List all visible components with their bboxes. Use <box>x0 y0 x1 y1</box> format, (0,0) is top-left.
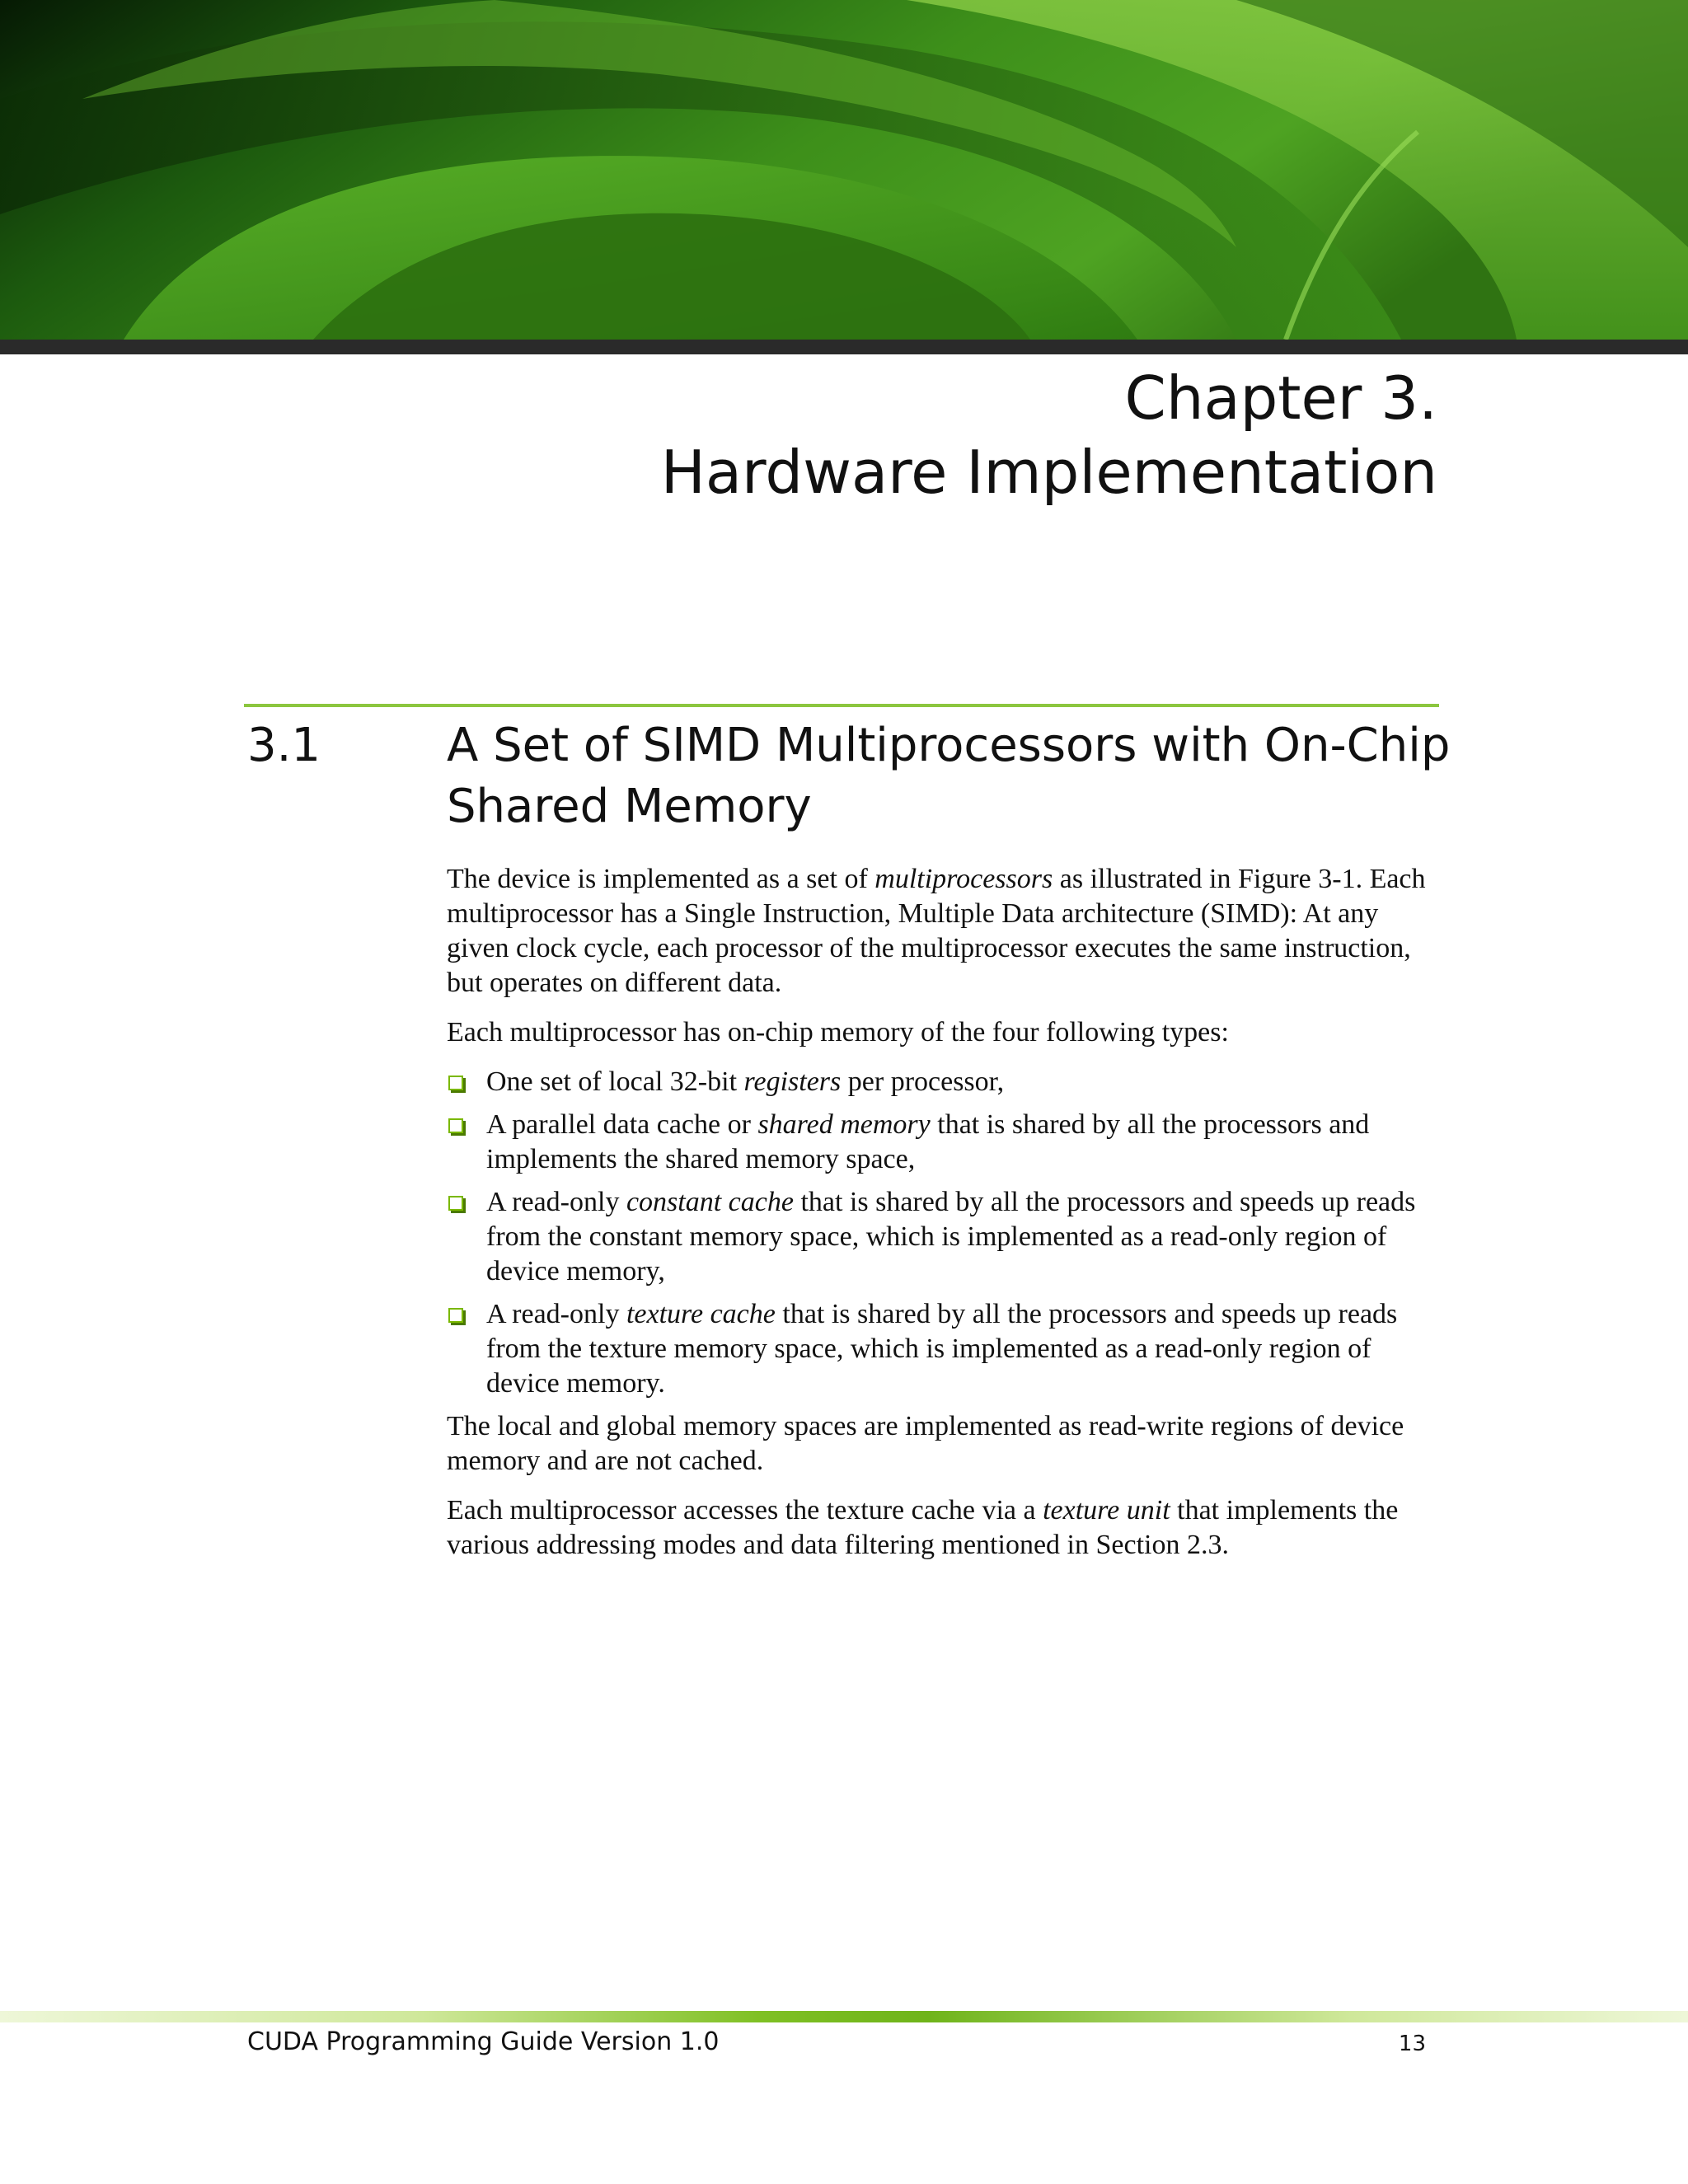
section-body <box>447 862 1436 1577</box>
paragraph: The device is implemented as a set of multiprocessors as illustrated in Figure 3-1. Each multiprocessor has a Single Instruction, Multiple Data architecture (SIMD): At any given clock cycle, each processor of the multiprocessor executes the same instruction, but operates on different data. <box>447 864 1426 998</box>
list-item: One set of local 32-bit registers per processor, <box>447 1065 1436 1099</box>
checkbox-icon <box>448 1196 463 1211</box>
list-item: A read-only constant cache that is shared by all the processors and speeds up reads from the constant memory space, which is implemented as a read-only region of device memory, <box>447 1185 1436 1289</box>
checkbox-icon <box>448 1308 463 1323</box>
list-item: A read-only texture cache that is shared by all the processors and speeds up reads from the texture memory space, which is implemented as a read-only region of device memory. <box>447 1297 1436 1401</box>
section-divider <box>244 704 1439 707</box>
paragraph: Each multiprocessor accesses the texture cache via a texture unit that implements the various addressing modes and data filtering mentioned in Section 2.3. <box>447 1495 1399 1560</box>
list-item: A parallel data cache or shared memory that is shared by all the processors and implements the shared memory space, <box>447 1108 1436 1177</box>
chapter-title <box>661 361 1437 509</box>
banner-divider <box>0 340 1688 354</box>
checkbox-icon <box>448 1076 463 1090</box>
footer-title: CUDA Programming Guide Version 1.0 <box>247 2027 720 2056</box>
memory-types-list <box>447 1065 1436 1401</box>
checkbox-icon <box>448 1118 463 1133</box>
footer-divider <box>0 2011 1688 2022</box>
section-number: 3.1 <box>247 719 321 772</box>
chapter-name: Hardware Implementation <box>660 438 1437 507</box>
header-banner <box>0 0 1688 340</box>
paragraph: Each multiprocessor has on-chip memory of the four following types: <box>447 1017 1229 1047</box>
paragraph: The local and global memory spaces are implemented as read-write regions of device memory and are not cached. <box>447 1411 1404 1476</box>
chapter-number: Chapter 3. <box>1124 363 1437 433</box>
section-title: A Set of SIMD Multiprocessors with On-Chip Shared Memory <box>447 719 1451 833</box>
page-number: 13 <box>1398 2032 1426 2056</box>
banner-swirl-graphic <box>0 0 1688 340</box>
